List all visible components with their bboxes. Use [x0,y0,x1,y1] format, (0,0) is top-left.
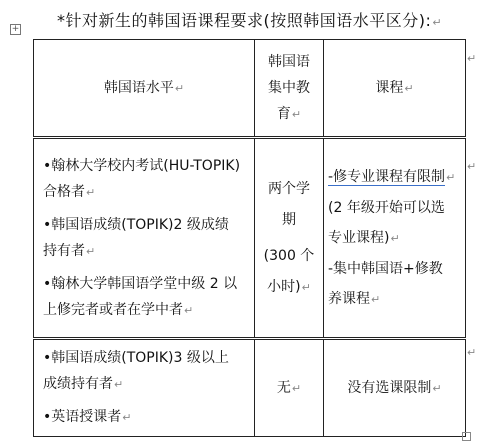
header-course-text: 课程 [375,79,404,96]
row-end-mark: ↵ [467,160,477,173]
paragraph-mark: ↵ [404,81,414,95]
row1-intensive-line: 两个学 [268,180,310,197]
header-intensive-line: 集中教 [268,79,310,96]
row1-course-line: 养课程 [328,290,370,307]
paragraph-mark: ↵ [174,81,185,95]
row1-level-line: 上修完者或者在学中者 [43,301,183,318]
paragraph-mark: ↵ [122,411,132,424]
paragraph-mark: ↵ [432,381,442,395]
row1-course-line: -修专业课程有限制 [328,168,446,185]
row1-intensive-line: (300 个 [263,247,315,264]
row1-course-line: 专业课程) [328,229,390,246]
header-intensive [255,40,324,138]
paragraph-mark: ↵ [446,170,456,184]
row1-level-line: •翰林大学韩国语学堂中级 2 以 [43,275,238,292]
row1-intensive-line: 期 [282,211,296,228]
header-course [324,40,466,138]
header-level-text: 韩国语水平 [103,79,174,96]
header-intensive-line: 育 [276,105,291,122]
paragraph-mark: ↵ [371,292,381,306]
paragraph-mark: ↵ [86,244,96,258]
row2-level-line: •英语授课者 [43,409,122,425]
table-move-handle-icon[interactable]: + [11,24,20,34]
paragraph-mark: ↵ [291,381,302,395]
row2-level-cell [34,339,255,437]
row2-intensive-text: 无 [276,379,291,396]
row1-level-line: 持有者 [43,242,85,259]
paragraph-mark: ↵ [184,303,194,317]
row1-level-line: •韩国语成绩(TOPIK)2 级成绩 [43,216,229,233]
paragraph-mark: ↵ [432,16,443,29]
row1-level-line: 合格者 [43,183,85,200]
page-title [57,8,442,31]
row2-course-cell [324,339,466,437]
row-end-mark: ↵ [467,52,477,65]
header-level [34,40,255,138]
row2-level-line: •韩国语成绩(TOPIK)3 级以上 [43,350,229,366]
table-row [34,339,466,437]
row1-level-cell [34,138,255,339]
paragraph-mark: ↵ [114,378,124,391]
paragraph-mark: ↵ [390,231,400,245]
table-resize-handle-icon[interactable] [462,432,471,441]
row1-intensive-cell [255,138,324,339]
title-text: *针对新生的韩国语课程要求(按照韩国语水平区分): [57,11,432,30]
row1-intensive-line: 小时) [267,278,301,295]
row1-course-line: (2 年级开始可以选 [328,199,445,216]
table-header-row [34,40,466,138]
row2-intensive-cell [255,339,324,437]
course-requirement-table [33,39,466,437]
row2-course-text: 没有选课限制 [347,379,432,396]
row1-course-cell [324,138,466,339]
row1-course-line: -集中韩国语+修教 [328,260,443,277]
header-intensive-line: 韩国语 [268,53,310,70]
row-end-mark: ↵ [467,346,477,359]
row2-level-line: 成绩持有者 [43,376,113,392]
table-row [34,138,466,339]
row1-level-line: •翰林大学校内考试(HU-TOPIK) [43,157,241,174]
paragraph-mark: ↵ [86,185,96,199]
paragraph-mark: ↵ [291,107,302,121]
paragraph-mark: ↵ [301,280,311,294]
